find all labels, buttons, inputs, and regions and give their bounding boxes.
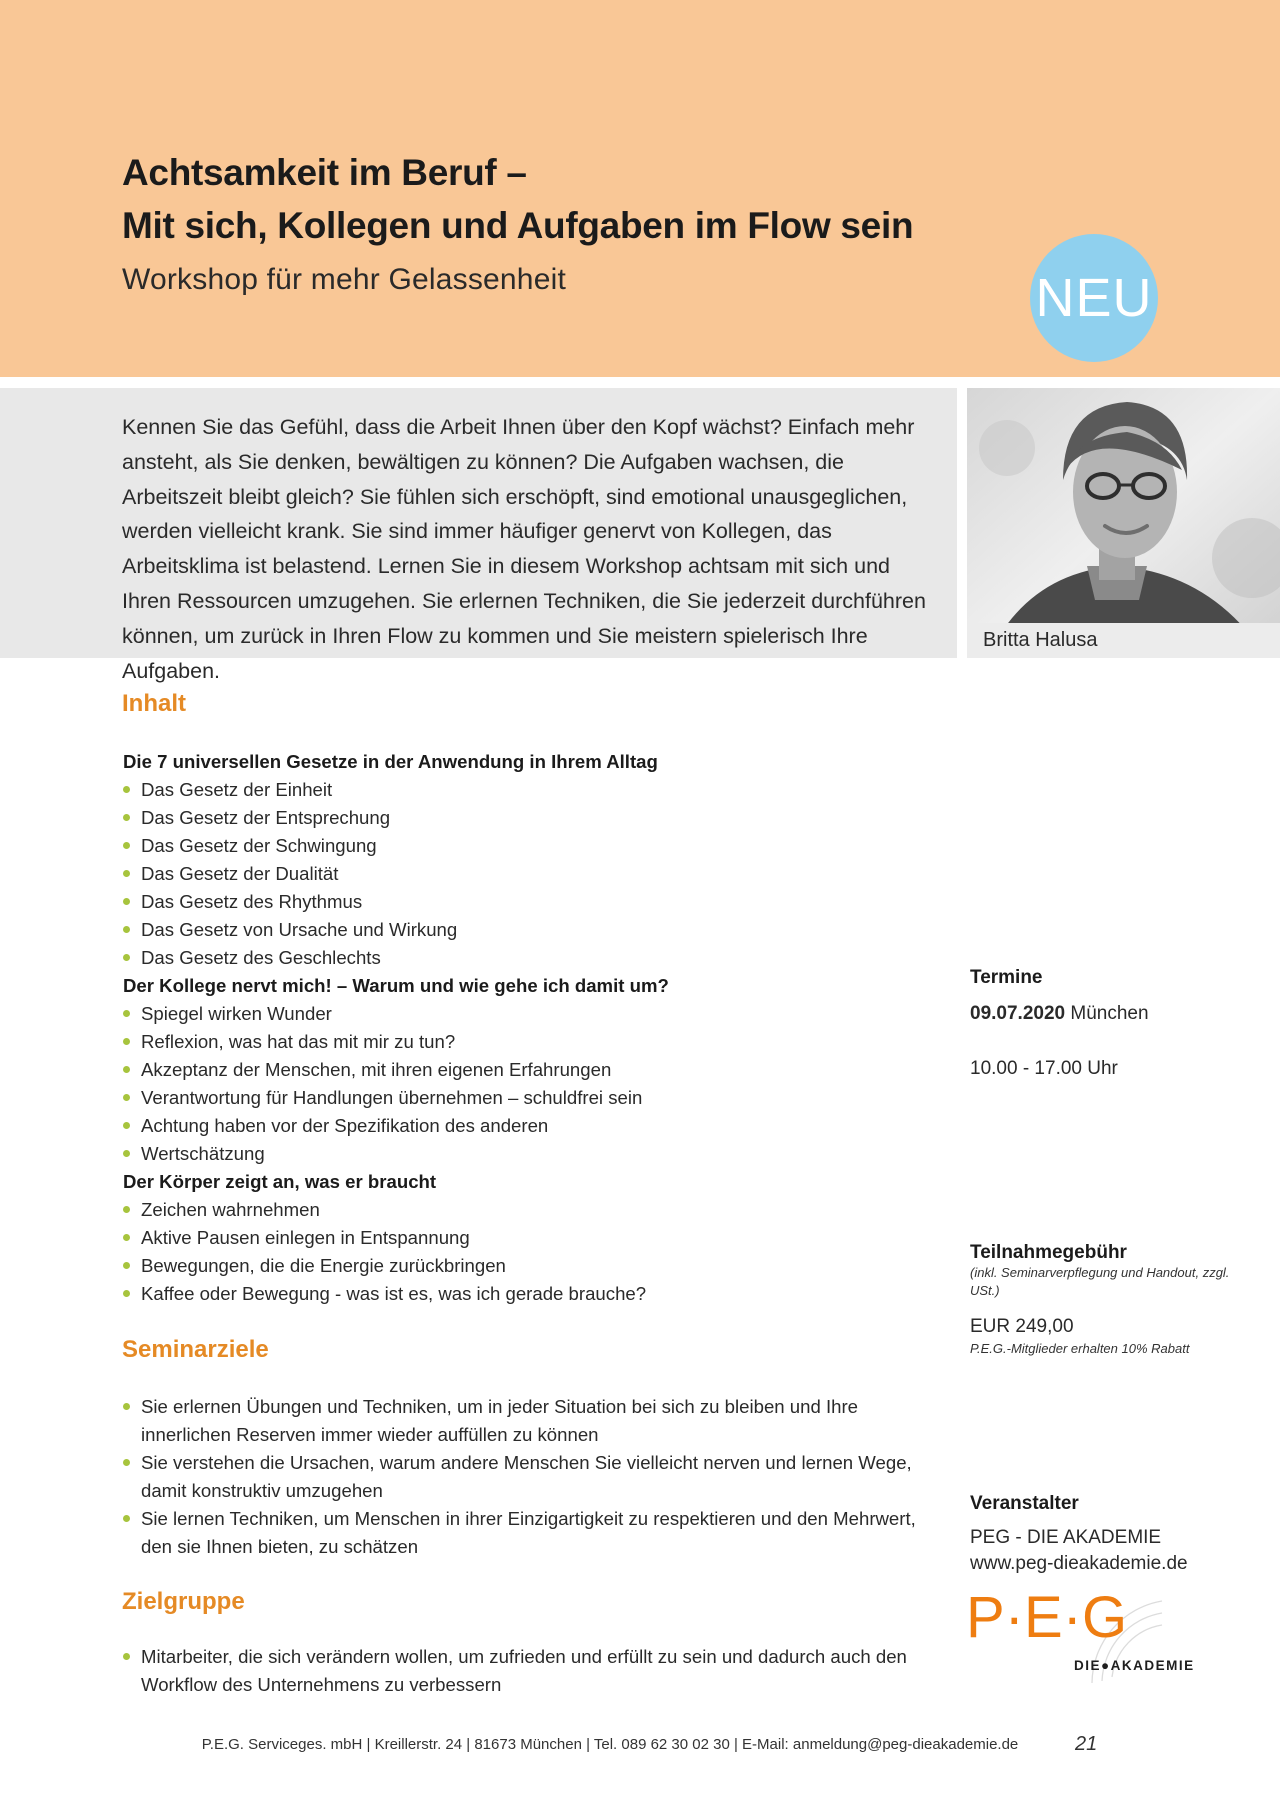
zielgruppe-content <box>123 1643 933 1699</box>
veranstalter-heading: Veranstalter <box>970 1493 1079 1514</box>
peg-logo <box>962 1585 1202 1690</box>
section-heading-inhalt: Inhalt <box>122 690 186 717</box>
termine-location: München <box>1070 1003 1149 1024</box>
page-number: 21 <box>1075 1733 1098 1755</box>
list-item: Das Gesetz von Ursache und Wirkung <box>123 916 933 944</box>
list-item: Akzeptanz der Menschen, mit ihren eigenen Erfahrungen <box>123 1056 933 1084</box>
list-item: Bewegungen, die die Energie zurückbringen <box>123 1252 933 1280</box>
list-item: Zeichen wahrnehmen <box>123 1196 933 1224</box>
peg-logo-subtext: DIE●AKADEMIE <box>1074 1658 1195 1673</box>
termine-heading: Termine <box>970 967 1043 988</box>
termine-date: 09.07.2020 <box>970 1003 1066 1024</box>
new-badge: NEU <box>1030 234 1158 362</box>
inhalt-group-title: Der Körper zeigt an, was er braucht <box>123 1171 437 1192</box>
veranstalter-website[interactable]: www.peg-dieakademie.de <box>970 1553 1188 1574</box>
list-item: Das Gesetz des Geschlechts <box>123 944 933 972</box>
list-item: Wertschätzung <box>123 1140 933 1168</box>
section-heading-seminarziele: Seminarziele <box>122 1336 269 1363</box>
list-item: Das Gesetz der Entsprechung <box>123 804 933 832</box>
veranstalter-name: PEG - DIE AKADEMIE <box>970 1527 1162 1548</box>
inhalt-list <box>123 776 933 972</box>
list-item: Kaffee oder Bewegung - was ist es, was ich gerade brauche? <box>123 1280 933 1308</box>
seminarziele-list <box>123 1393 933 1561</box>
list-item: Spiegel wirken Wunder <box>123 1000 933 1028</box>
page-title <box>122 146 913 252</box>
gebuehr-heading: Teilnahmegebühr <box>970 1242 1127 1263</box>
list-item: Sie erlernen Übungen und Techniken, um in jeder Situation bei sich zu bleiben und Ihre innerlichen Reserven immer wieder auffüllen zu können <box>123 1393 933 1449</box>
intro-text: Kennen Sie das Gefühl, dass die Arbeit Ihnen über den Kopf wächst? Einfach mehr ansteht, als Sie denken, bewältigen zu können? Die Aufgaben wachsen, die Arbeitszeit bleibt gleich? Sie fühlen sich erschöpft, sind emotional unausgeglichen, werden vielleicht krank. Sie sind immer häufiger genervt von Kollegen, das Arbeitsklima ist belastend. Lernen Sie in diesem Workshop achtsam mit sich und Ihren Ressourcen umzugehen. Sie erlernen Techniken, die Sie jederzeit durchführen können, um zurück in Ihren Flow zu kommen und Sie meistern spielerisch Ihre Aufgaben. <box>122 415 926 683</box>
list-item: Das Gesetz des Rhythmus <box>123 888 933 916</box>
list-item: Mitarbeiter, die sich verändern wollen, um zufrieden und erfüllt zu sein und dadurch auch den Workflow des Unternehmens zu verbessern <box>123 1643 933 1699</box>
inhalt-list <box>123 1000 933 1168</box>
gebuehr-price: EUR 249,00 <box>970 1316 1074 1337</box>
list-item: Aktive Pausen einlegen in Entspannung <box>123 1224 933 1252</box>
gebuehr-block <box>970 1242 1260 1358</box>
inhalt-list <box>123 1196 933 1308</box>
zielgruppe-list <box>123 1643 933 1699</box>
gebuehr-discount: P.E.G.-Mitglieder erhalten 10% Rabatt <box>970 1341 1190 1356</box>
list-item: Sie verstehen die Ursachen, warum andere Menschen Sie vielleicht nerven und lernen Wege, damit konstruktiv umzugehen <box>123 1449 933 1505</box>
list-item: Achtung haben vor der Spezifikation des anderen <box>123 1112 933 1140</box>
peg-logo-text: P·E·G <box>966 1585 1128 1650</box>
list-item: Das Gesetz der Dualität <box>123 860 933 888</box>
footer-contact: P.E.G. Serviceges. mbH | Kreillerstr. 24 | 81673 München | Tel. 089 62 30 02 30 | E-Mail: anmeldung@peg-dieakademie.de <box>201 1736 1019 1753</box>
photo-caption: Britta Halusa <box>967 623 1280 658</box>
page-subtitle: Workshop für mehr Gelassenheit <box>122 263 566 296</box>
veranstalter-block <box>970 1493 1260 1577</box>
title-line-1: Achtsamkeit im Beruf – <box>122 152 527 193</box>
list-item: Das Gesetz der Schwingung <box>123 832 933 860</box>
termine-time: 10.00 - 17.00 Uhr <box>970 1058 1118 1079</box>
seminarziele-content <box>123 1393 933 1561</box>
inhalt-content <box>123 748 933 1308</box>
list-item: Das Gesetz der Einheit <box>123 776 933 804</box>
portrait-image <box>967 388 1280 658</box>
section-heading-zielgruppe: Zielgruppe <box>122 1588 245 1615</box>
inhalt-group-title: Die 7 universellen Gesetze in der Anwendung in Ihrem Alltag <box>123 751 658 772</box>
title-line-2: Mit sich, Kollegen und Aufgaben im Flow sein <box>122 205 914 246</box>
list-item: Sie lernen Techniken, um Menschen in ihrer Einzigartigkeit zu respektieren und den Mehrwert, den sie Ihnen bieten, zu schätzen <box>123 1505 933 1561</box>
gebuehr-note: (inkl. Seminarverpflegung und Handout, zzgl. USt.) <box>970 1265 1230 1298</box>
termine-block <box>970 967 1260 1082</box>
list-item: Verantwortung für Handlungen übernehmen – schuldfrei sein <box>123 1084 933 1112</box>
inhalt-group-title: Der Kollege nervt mich! – Warum und wie gehe ich damit um? <box>123 975 669 996</box>
peg-logo-graphic <box>962 1585 1202 1685</box>
trainer-photo <box>967 388 1280 658</box>
list-item: Reflexion, was hat das mit mir zu tun? <box>123 1028 933 1056</box>
